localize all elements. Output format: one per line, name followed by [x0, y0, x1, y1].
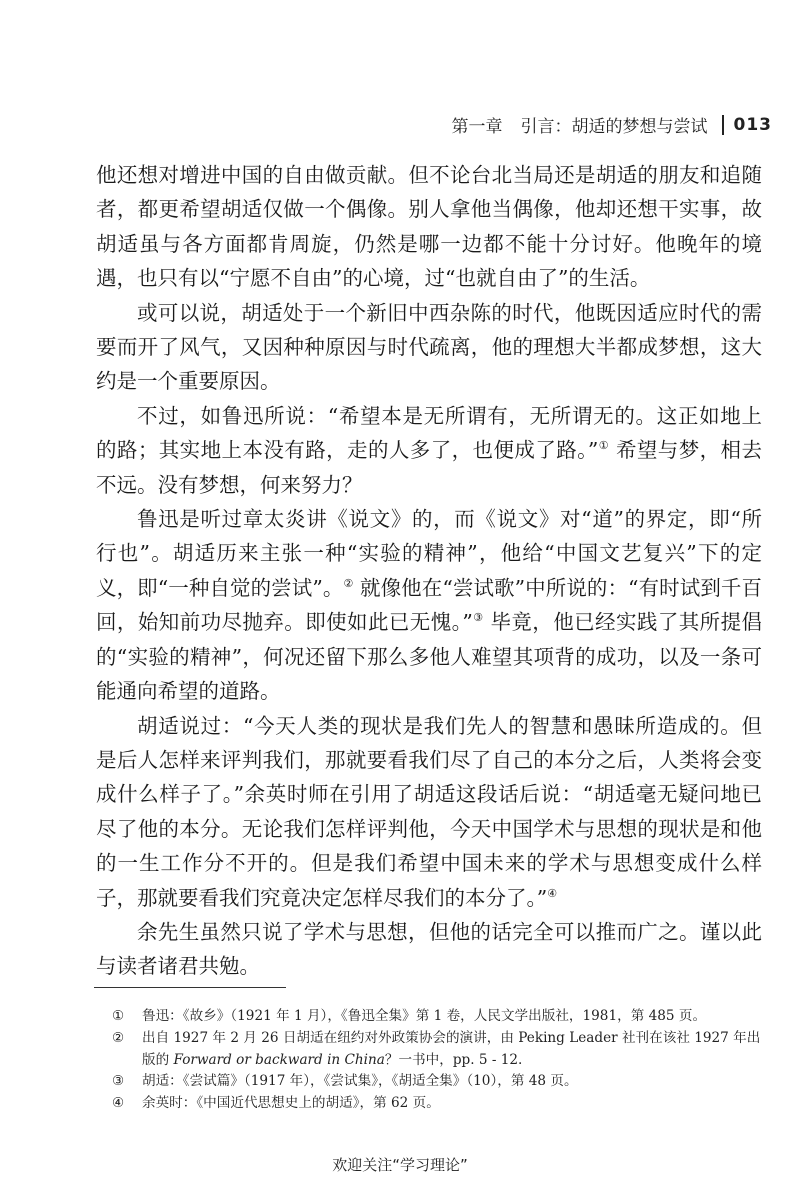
footnote-mark: ③ — [112, 1073, 125, 1090]
text-run: 胡适说过：“今天人类的现状是我们先人的智慧和愚昧所造成的。但是后人怎样来评判我们，那就要看我们尽了自己的本分之后，人类将会变成什么样子了。”余英时师在引用了胡适这段话后说：“胡适毫无疑问地已尽了他的本分。无论我们怎样评判他，今天中国学术与思想的现状是和他的一生工作分不开的。但是我们希望中国未来的学术与思想变成什么样子，那就要看我们究竟决定怎样尽我们的本分了。” — [96, 713, 762, 910]
footnote — [112, 1071, 762, 1093]
footnote-text — [142, 1093, 762, 1115]
italic-title: Forward or backward in China — [173, 1051, 385, 1068]
footnote-text — [142, 1028, 762, 1072]
paragraph — [96, 399, 762, 502]
footnote-text — [142, 1071, 762, 1093]
page-number: 013 — [733, 114, 772, 135]
paragraph — [96, 158, 762, 296]
footnote — [112, 1028, 762, 1072]
footnote-mark: ① — [112, 1008, 125, 1024]
text-run: 鲁迅是听过章太炎讲《说文》的，而《说文》对“道”的界定，即“所行也”。胡适历来主张一种“实验的精神”，他给“中国文艺复兴”下的定义，即“一种自觉的尝试”。 — [96, 507, 762, 600]
header-divider — [722, 115, 724, 135]
text-run: 出自 1927 年 2 月 26 日胡适在纽约对外政策协会的演讲，由 Peking Leader 社刊在该社 1927 年出版的 — [142, 1029, 761, 1068]
footnote-reference: ① — [598, 439, 610, 453]
text-run: 毕竟，他已经实践了其所提倡的“实验的精神”，何况还留下那么多他人难望其项背的成功，以及一条可能通向希望的道路。 — [96, 610, 762, 704]
body-text — [96, 158, 762, 984]
footnotes — [112, 1006, 762, 1115]
running-header — [452, 112, 773, 137]
footnote-rule — [94, 987, 286, 988]
footnote-reference: ② — [343, 577, 354, 591]
chapter-title: 引言：胡适的梦想与尝试 — [520, 117, 708, 137]
footnote-text — [142, 1006, 762, 1028]
footnote — [112, 1093, 762, 1115]
paragraph — [96, 502, 762, 708]
footnote — [112, 1006, 762, 1028]
footnote-mark: ④ — [112, 1095, 125, 1112]
text-run: 余英时：《中国近代思想史上的胡适》，第 62 页。 — [142, 1095, 440, 1112]
footnote-reference: ③ — [472, 611, 484, 625]
paragraph — [96, 915, 762, 984]
footnote-mark: ② — [112, 1029, 125, 1046]
text-run: 胡适：《尝试篇》（1917 年），《尝试集》，《胡适全集》（10），第 48 页。 — [142, 1073, 578, 1090]
paragraph — [96, 709, 762, 915]
text-run: 希望与梦，相去不远。没有梦想，何来努力？ — [96, 438, 762, 497]
text-run: 他还想对增进中国的自由做贡献。但不论台北当局还是胡适的朋友和追随者，都更希望胡适仅做一个偶像。别人拿他当偶像，他却还想干实事，故胡适虽与各方面都肯周旋，仍然是哪一边都不能十分讨好。他晚年的境遇，也只有以“宁愿不自由”的心境，过“也就自由了”的生活。 — [96, 163, 762, 291]
page-footer: 欢迎关注“学习理论” — [332, 1156, 468, 1174]
text-run: 就像他在“尝试歌”中所说的：“有时试到千百回，始知前功尽抛弃。即使如此已无愧。” — [96, 575, 762, 635]
text-run: ？一书中，pp. 5 - 12. — [384, 1051, 523, 1068]
text-run: 余先生虽然只说了学术与思想，但他的话完全可以推而广之。谨以此与读者诸君共勉。 — [96, 919, 762, 979]
text-run: 鲁迅：《故乡》（1921 年 1 月），《鲁迅全集》第 1 卷，人民文学出版社，1981，第 485 页。 — [142, 1008, 707, 1024]
chapter-label: 第一章 — [451, 117, 503, 137]
text-run: 不过，如鲁迅所说：“希望本是无所谓有，无所谓无的。这正如地上的路；其实地上本没有路，走的人多了，也便成了路。” — [96, 403, 762, 463]
footnote-reference: ④ — [547, 886, 558, 900]
text-run: 或可以说，胡适处于一个新旧中西杂陈的时代，他既因适应时代的需要而开了风气，又因种种原因与时代疏离，他的理想大半都成梦想，这大约是一个重要原因。 — [96, 300, 762, 394]
paragraph — [96, 296, 762, 399]
